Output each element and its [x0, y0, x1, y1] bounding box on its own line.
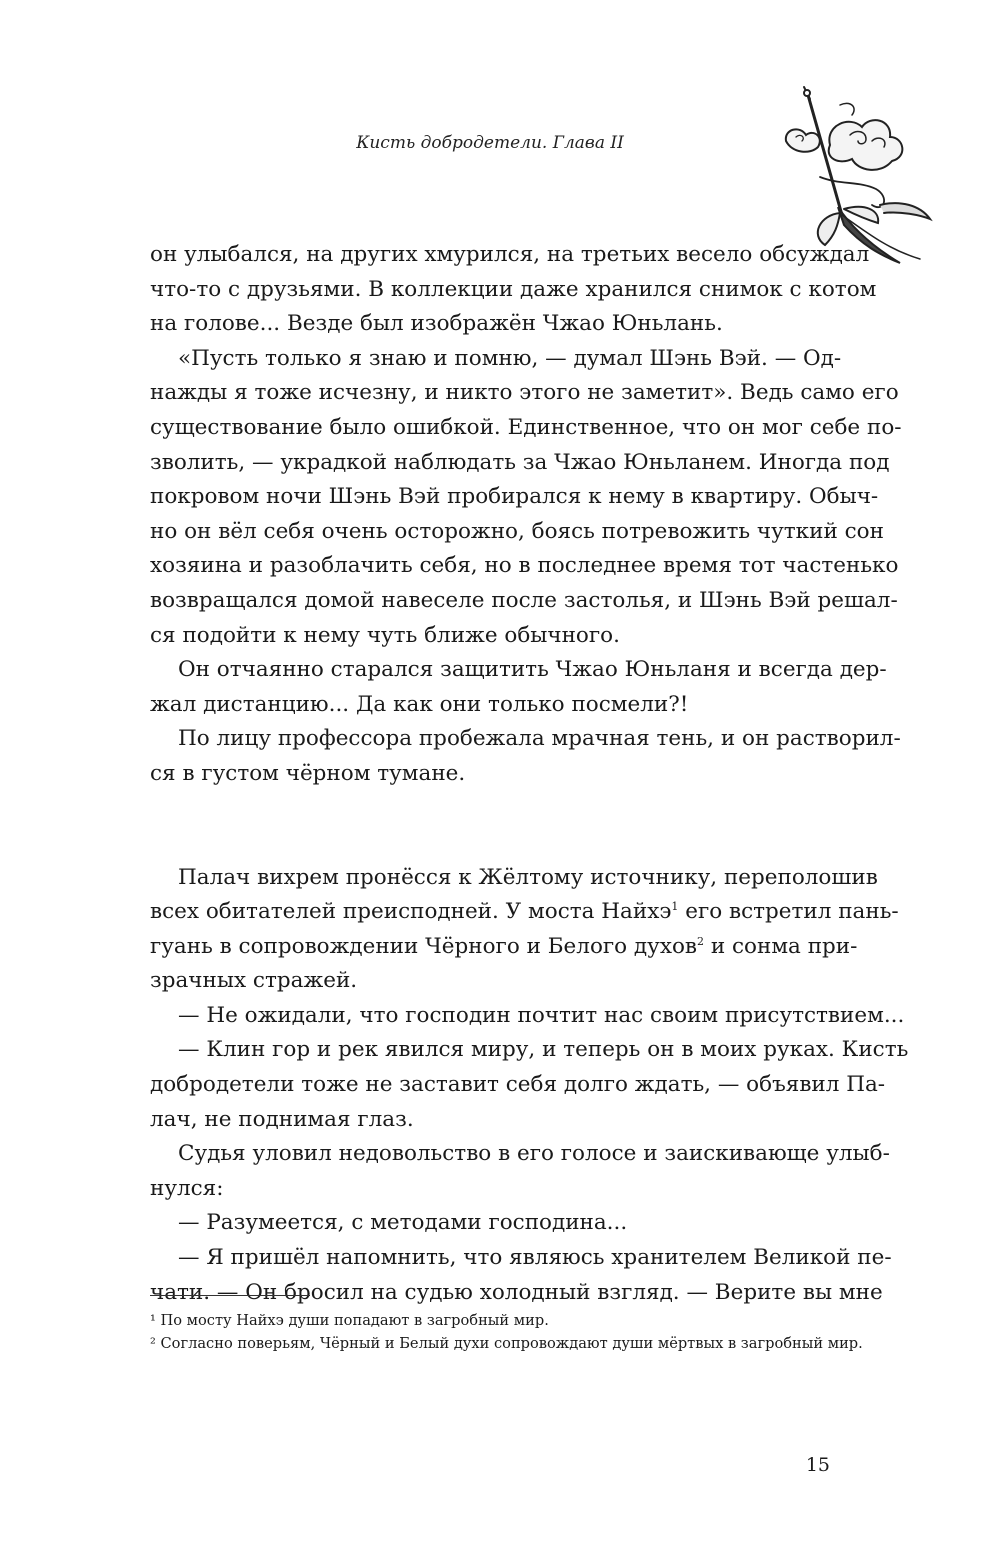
text-line: ся в густом чёрном тумане.: [150, 760, 466, 786]
running-title: Кисть добродетели. Глава II: [356, 133, 624, 153]
section-break: [150, 792, 830, 861]
text-line: что-то с друзьями. В коллекции даже хранился снимок с котом: [150, 276, 877, 302]
text-line: ся подойти к нему чуть ближе обычного.: [150, 622, 620, 648]
text-line: нажды я тоже исчезну, и никто этого не заметит». Ведь само его: [150, 380, 899, 406]
footnote-2: ² Согласно поверьям, Чёрный и Белый духи сопровождают души мёртвых в загробный мир.: [150, 1335, 863, 1352]
page-number: 15: [805, 1454, 830, 1476]
text-line: хозяина и разоблачить себя, но в последнее время тот частенько: [150, 553, 899, 579]
text-line: Палач вихрем пронёсся к Жёлтому источнику, переполошив: [178, 864, 878, 890]
text-fragment: и сонма при-: [710, 933, 858, 959]
text-line: По лицу профессора пробежала мрачная тень, и он растворил-: [178, 726, 901, 752]
footnote-1: ¹ По мосту Найхэ души попадают в загробный мир.: [150, 1312, 549, 1329]
footnote-ref[interactable]: 2: [697, 934, 704, 948]
body-text: [150, 238, 909, 1310]
text-fragment: гуань в сопровождении Чёрного и Белого духов: [150, 933, 697, 959]
text-line: на голове... Везде был изображён Чжао Юньлань.: [150, 311, 723, 337]
text-line: «Пусть только я знаю и помню, — думал Шэнь Вэй. — Од-: [178, 345, 842, 371]
text-fragment: его встретил пань-: [685, 899, 899, 925]
text-line: [150, 930, 858, 965]
text-line: жал дистанцию... Да как они только посмели?!: [150, 691, 689, 717]
text-line: — Клин гор и рек явился миру, и теперь он в моих руках. Кисть: [178, 1037, 909, 1063]
text-line: существование было ошибкой. Единственное, что он мог себе по-: [150, 414, 902, 440]
footnote-ref[interactable]: 1: [671, 899, 679, 913]
text-line: он улыбался, на других хмурился, на третьих весело обсуждал: [150, 242, 870, 267]
text-line: — Я пришёл напомнить, что являюсь хранителем Великой пе-: [178, 1245, 892, 1271]
text-line: но он вёл себя очень осторожно, боясь потревожить чуткий сон: [150, 518, 884, 544]
footnote-divider: [150, 1295, 310, 1296]
text-line: покровом ночи Шэнь Вэй пробирался к нему в квартиру. Обыч-: [150, 484, 879, 510]
text-line: — Не ожидали, что господин почтит нас своим присутствием...: [178, 1002, 905, 1028]
text-fragment: всех обитателей преисподней. У моста Найхэ: [150, 899, 672, 925]
text-line: — Разумеется, с методами господина...: [178, 1210, 628, 1236]
text-line: зволить, — украдкой наблюдать за Чжао Юньланем. Иногда под: [150, 449, 890, 475]
text-line: [150, 895, 899, 930]
text-line: Судья уловил недовольство в его голосе и заискивающе улыб-: [178, 1141, 890, 1167]
text-line: Он отчаянно старался защитить Чжао Юньланя и всегда дер-: [178, 657, 887, 683]
footnotes: [150, 1309, 863, 1355]
text-line: лач, не поднимая глаз.: [150, 1106, 414, 1132]
text-line: возвращался домой навеселе после застолья, и Шэнь Вэй решал-: [150, 587, 898, 613]
text-line: нулся:: [150, 1175, 224, 1201]
text-line: добродетели тоже не заставит себя долго ждать, — объявил Па-: [150, 1072, 886, 1098]
text-line: чати. — Он бросил на судью холодный взгляд. — Верите вы мне: [150, 1279, 883, 1305]
text-line: зрачных стражей.: [150, 968, 358, 994]
